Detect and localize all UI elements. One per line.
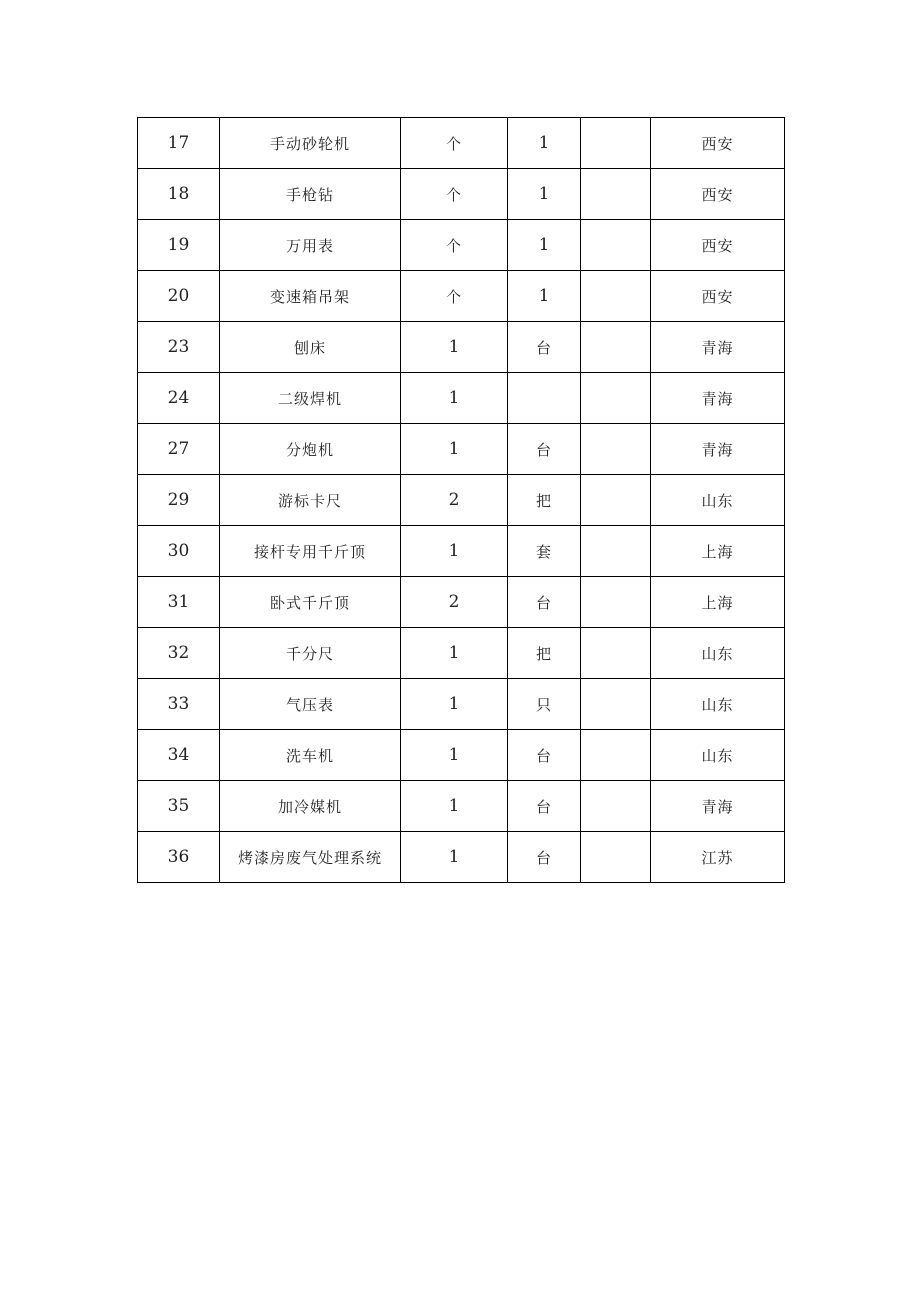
cell-origin: 西安	[651, 271, 785, 322]
cell-col4: 1	[508, 220, 581, 271]
cell-col5	[581, 832, 651, 883]
cell-origin: 上海	[651, 526, 785, 577]
cell-number: 29	[138, 475, 220, 526]
table-row	[138, 475, 785, 526]
cell-col5	[581, 424, 651, 475]
table-row	[138, 526, 785, 577]
cell-origin: 青海	[651, 781, 785, 832]
table-row	[138, 373, 785, 424]
cell-col3: 2	[401, 475, 508, 526]
cell-item-name: 二级焊机	[220, 373, 401, 424]
cell-origin: 上海	[651, 577, 785, 628]
cell-origin: 西安	[651, 220, 785, 271]
cell-col4: 只	[508, 679, 581, 730]
cell-number: 30	[138, 526, 220, 577]
cell-item-name: 游标卡尺	[220, 475, 401, 526]
cell-col4: 台	[508, 322, 581, 373]
cell-col5	[581, 118, 651, 169]
table-row	[138, 118, 785, 169]
cell-col5	[581, 373, 651, 424]
cell-origin: 西安	[651, 169, 785, 220]
cell-item-name: 卧式千斤顶	[220, 577, 401, 628]
table-row	[138, 271, 785, 322]
cell-col5	[581, 730, 651, 781]
table-row	[138, 322, 785, 373]
cell-col4: 台	[508, 577, 581, 628]
cell-col3: 1	[401, 424, 508, 475]
cell-origin: 青海	[651, 373, 785, 424]
cell-item-name: 加冷媒机	[220, 781, 401, 832]
cell-item-name: 分炮机	[220, 424, 401, 475]
table-row	[138, 577, 785, 628]
table-row	[138, 424, 785, 475]
cell-origin: 西安	[651, 118, 785, 169]
cell-number: 17	[138, 118, 220, 169]
cell-item-name: 刨床	[220, 322, 401, 373]
table-row	[138, 169, 785, 220]
cell-col3: 1	[401, 781, 508, 832]
cell-col4: 1	[508, 169, 581, 220]
cell-number: 20	[138, 271, 220, 322]
cell-col3: 1	[401, 730, 508, 781]
cell-number: 23	[138, 322, 220, 373]
cell-number: 32	[138, 628, 220, 679]
cell-origin: 青海	[651, 424, 785, 475]
cell-item-name: 洗车机	[220, 730, 401, 781]
cell-col5	[581, 475, 651, 526]
cell-col3: 1	[401, 373, 508, 424]
table-row	[138, 781, 785, 832]
cell-number: 19	[138, 220, 220, 271]
cell-item-name: 万用表	[220, 220, 401, 271]
cell-col5	[581, 679, 651, 730]
cell-col4: 台	[508, 781, 581, 832]
cell-origin: 山东	[651, 628, 785, 679]
equipment-table	[137, 117, 785, 883]
cell-origin: 江苏	[651, 832, 785, 883]
cell-origin: 山东	[651, 730, 785, 781]
cell-col5	[581, 628, 651, 679]
cell-item-name: 烤漆房废气处理系统	[220, 832, 401, 883]
cell-number: 33	[138, 679, 220, 730]
table-row	[138, 628, 785, 679]
cell-col4	[508, 373, 581, 424]
cell-col4: 1	[508, 118, 581, 169]
cell-col3: 1	[401, 832, 508, 883]
cell-number: 34	[138, 730, 220, 781]
cell-number: 18	[138, 169, 220, 220]
cell-col3: 1	[401, 628, 508, 679]
cell-origin: 山东	[651, 475, 785, 526]
cell-item-name: 变速箱吊架	[220, 271, 401, 322]
cell-col5	[581, 169, 651, 220]
cell-col3: 个	[401, 169, 508, 220]
cell-col3: 1	[401, 679, 508, 730]
table-row	[138, 730, 785, 781]
cell-col4: 台	[508, 424, 581, 475]
cell-number: 24	[138, 373, 220, 424]
cell-col4: 把	[508, 628, 581, 679]
cell-item-name: 手枪钻	[220, 169, 401, 220]
cell-item-name: 手动砂轮机	[220, 118, 401, 169]
cell-origin: 青海	[651, 322, 785, 373]
cell-col3: 个	[401, 220, 508, 271]
table-body	[138, 118, 785, 883]
cell-number: 36	[138, 832, 220, 883]
table-row	[138, 220, 785, 271]
cell-col5	[581, 271, 651, 322]
cell-col4: 台	[508, 832, 581, 883]
cell-col4: 把	[508, 475, 581, 526]
cell-origin: 山东	[651, 679, 785, 730]
cell-number: 27	[138, 424, 220, 475]
table-row	[138, 832, 785, 883]
cell-col3: 1	[401, 322, 508, 373]
cell-item-name: 千分尺	[220, 628, 401, 679]
cell-col4: 1	[508, 271, 581, 322]
cell-col4: 套	[508, 526, 581, 577]
cell-item-name: 气压表	[220, 679, 401, 730]
cell-col3: 个	[401, 271, 508, 322]
cell-col3: 1	[401, 526, 508, 577]
cell-col5	[581, 322, 651, 373]
cell-item-name: 接杆专用千斤顶	[220, 526, 401, 577]
cell-col3: 2	[401, 577, 508, 628]
cell-col5	[581, 781, 651, 832]
table-row	[138, 679, 785, 730]
cell-col5	[581, 577, 651, 628]
cell-col5	[581, 220, 651, 271]
cell-col3: 个	[401, 118, 508, 169]
cell-number: 35	[138, 781, 220, 832]
cell-number: 31	[138, 577, 220, 628]
cell-col4: 台	[508, 730, 581, 781]
cell-col5	[581, 526, 651, 577]
